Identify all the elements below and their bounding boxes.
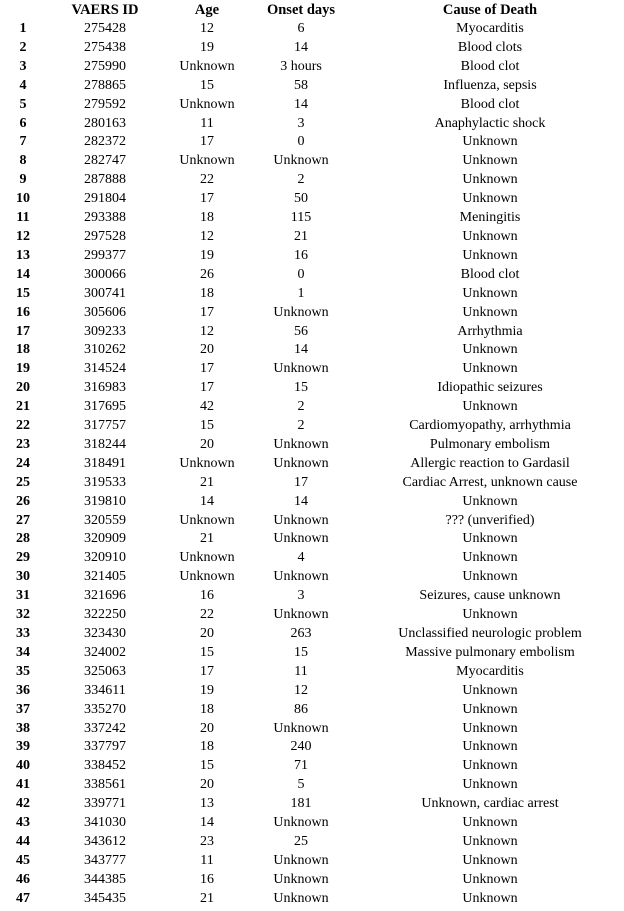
age-cell: 17	[200, 361, 214, 377]
age-cell: Unknown	[179, 512, 235, 528]
age-cell: 14	[200, 493, 214, 509]
vaers-id-cell: 275990	[84, 58, 126, 74]
onset-days-cell: Unknown	[273, 436, 329, 452]
vaers-id-cell: 338452	[84, 758, 126, 774]
cause-of-death-cell: Allergic reaction to Gardasil	[410, 455, 570, 471]
table-row	[4, 663, 624, 682]
row-number: 44	[16, 833, 30, 849]
row-number: 20	[16, 380, 30, 396]
cause-of-death-cell: Unknown	[462, 361, 518, 377]
row-number: 14	[16, 266, 30, 282]
cause-of-death-cell: Arrhythmia	[457, 323, 523, 339]
row-number: 4	[19, 77, 27, 93]
cause-of-death-cell: Unknown	[462, 871, 518, 887]
row-number: 17	[16, 323, 30, 339]
cause-of-death-cell: Idiopathic seizures	[437, 380, 543, 396]
onset-days-cell: 71	[294, 758, 308, 774]
table-row	[4, 152, 624, 171]
row-number: 15	[16, 285, 30, 301]
row-number: 18	[16, 342, 30, 358]
onset-days-cell: Unknown	[273, 304, 329, 320]
cause-of-death-cell: Massive pulmonary embolism	[405, 644, 575, 660]
cause-of-death-cell: Unknown	[462, 493, 518, 509]
cause-of-death-cell: Unknown	[462, 550, 518, 566]
row-number: 42	[16, 796, 30, 812]
header-age: Age	[194, 2, 220, 18]
table-row	[4, 266, 624, 285]
table-row	[4, 852, 624, 871]
age-cell: 42	[200, 399, 214, 415]
onset-days-cell: 14	[294, 96, 308, 112]
vaers-id-cell: 322250	[84, 607, 126, 623]
onset-days-cell: 6	[297, 21, 305, 36]
cause-of-death-cell: Unknown	[462, 701, 518, 717]
table-row	[4, 247, 624, 266]
table-row	[4, 341, 624, 360]
vaers-id-cell: 318491	[84, 455, 126, 471]
cause-of-death-cell: Unknown	[462, 890, 518, 906]
cause-of-death-cell: Unknown	[462, 304, 518, 320]
row-number: 40	[16, 758, 30, 774]
age-cell: 22	[200, 607, 214, 623]
row-number: 22	[16, 418, 30, 434]
age-cell: 15	[200, 644, 214, 660]
age-cell: Unknown	[179, 153, 235, 169]
row-number: 46	[16, 871, 30, 887]
vaers-id-cell: 321405	[84, 569, 126, 585]
cause-of-death-cell: Unknown	[462, 342, 518, 358]
row-number: 3	[19, 58, 27, 74]
age-cell: 20	[200, 720, 214, 736]
row-number: 28	[16, 531, 30, 547]
onset-days-cell: Unknown	[273, 815, 329, 831]
onset-days-cell: Unknown	[273, 852, 329, 868]
age-cell: 18	[200, 210, 214, 226]
header-row-number	[4, 0, 42, 20]
cause-of-death-cell: Unknown	[462, 777, 518, 793]
vaers-id-cell: 279592	[84, 96, 126, 112]
age-cell: 16	[200, 588, 214, 604]
vaers-id-cell: 339771	[84, 796, 126, 812]
onset-days-cell: 56	[294, 323, 308, 339]
onset-days-cell: 5	[297, 777, 305, 793]
age-cell: 20	[200, 436, 214, 452]
vaers-id-cell: 316983	[84, 380, 126, 396]
row-number: 26	[16, 493, 30, 509]
vaers-id-cell: 309233	[84, 323, 126, 339]
table-row	[4, 209, 624, 228]
table-row	[4, 20, 624, 39]
vaers-id-cell: 317695	[84, 399, 126, 415]
age-cell: 21	[200, 474, 214, 490]
header-onset-days: Onset days	[266, 2, 336, 18]
age-cell: 13	[200, 796, 214, 812]
age-cell: 19	[200, 682, 214, 698]
onset-days-cell: 15	[294, 644, 308, 660]
row-number: 12	[16, 228, 30, 244]
vaers-id-cell: 291804	[84, 191, 126, 207]
table-row	[4, 871, 624, 890]
table-row	[4, 757, 624, 776]
table-row	[4, 228, 624, 247]
age-cell: 15	[200, 418, 214, 434]
row-number: 32	[16, 607, 30, 623]
table-row	[4, 96, 624, 115]
row-number: 11	[16, 210, 30, 226]
age-cell: 20	[200, 626, 214, 641]
onset-days-cell: Unknown	[273, 871, 329, 887]
onset-days-cell: Unknown	[273, 531, 329, 547]
cause-of-death-cell: Unknown	[462, 739, 518, 755]
cause-of-death-cell: Unknown	[462, 399, 518, 415]
onset-days-cell: Unknown	[273, 512, 329, 528]
age-cell: 21	[200, 531, 214, 547]
table-row	[4, 436, 624, 455]
row-number: 24	[16, 455, 30, 471]
cause-of-death-cell: Unknown	[462, 833, 518, 849]
cause-of-death-cell: Anaphylactic shock	[434, 115, 546, 131]
cause-of-death-cell: Blood clots	[457, 39, 523, 55]
row-number: 10	[16, 191, 30, 207]
onset-days-cell: 16	[294, 247, 308, 263]
onset-days-cell: 15	[294, 380, 308, 396]
onset-days-cell: 12	[294, 682, 308, 698]
vaers-id-cell: 278865	[84, 77, 126, 93]
vaers-id-cell: 310262	[84, 342, 126, 358]
table-row	[4, 474, 624, 493]
vaers-id-cell: 293388	[84, 210, 126, 226]
cause-of-death-cell: Unclassified neurologic problem	[398, 626, 582, 641]
row-number: 5	[19, 96, 27, 112]
table-row	[4, 58, 624, 77]
vaers-id-cell: 297528	[84, 228, 126, 244]
row-number: 27	[16, 512, 30, 528]
row-number: 41	[16, 777, 30, 793]
age-cell: Unknown	[179, 96, 235, 112]
cause-of-death-cell: Unknown	[462, 191, 518, 207]
table-row	[4, 776, 624, 795]
row-number: 37	[16, 701, 30, 717]
row-number: 39	[16, 739, 30, 755]
table-row	[4, 587, 624, 606]
row-number: 21	[16, 399, 30, 415]
row-number: 45	[16, 852, 30, 868]
table-row	[4, 549, 624, 568]
table-row	[4, 512, 624, 531]
table-row	[4, 814, 624, 833]
age-cell: 17	[200, 380, 214, 396]
cause-of-death-cell: Unknown	[462, 247, 518, 263]
vaers-id-cell: 319533	[84, 474, 126, 490]
cause-of-death-cell: Meningitis	[459, 210, 521, 226]
header-vaers-id: VAERS ID	[71, 2, 139, 18]
table-row	[4, 133, 624, 152]
cause-of-death-cell: Unknown	[462, 682, 518, 698]
onset-days-cell: 3	[297, 588, 305, 604]
row-number: 1	[19, 21, 27, 36]
cause-of-death-cell: Seizures, cause unknown	[419, 588, 561, 604]
vaers-id-cell: 319810	[84, 493, 126, 509]
onset-days-cell: 263	[290, 626, 312, 641]
cause-of-death-cell: Unknown	[462, 607, 518, 623]
onset-days-cell: 4	[297, 550, 305, 566]
age-cell: 20	[200, 342, 214, 358]
row-number: 9	[19, 172, 27, 188]
table-row	[4, 493, 624, 512]
onset-days-cell: 86	[294, 701, 308, 717]
vaers-id-cell: 299377	[84, 247, 126, 263]
row-number: 43	[16, 815, 30, 831]
row-number: 38	[16, 720, 30, 736]
cause-of-death-cell: Unknown	[462, 134, 518, 150]
vaers-id-cell: 345435	[84, 890, 126, 906]
table-row	[4, 720, 624, 739]
vaers-id-cell: 324002	[84, 644, 126, 660]
vaers-id-cell: 334611	[84, 682, 126, 698]
age-cell: 26	[200, 266, 214, 282]
age-cell: 14	[200, 815, 214, 831]
onset-days-cell: Unknown	[273, 153, 329, 169]
age-cell: 21	[200, 890, 214, 906]
age-cell: 18	[200, 701, 214, 717]
vaers-id-cell: 320559	[84, 512, 126, 528]
row-number: 25	[16, 474, 30, 490]
vaers-id-cell: 343777	[84, 852, 126, 868]
vaers-id-cell: 337797	[84, 739, 126, 755]
table-row	[4, 738, 624, 757]
onset-days-cell: Unknown	[273, 890, 329, 906]
cause-of-death-cell: Unknown	[462, 285, 518, 301]
age-cell: 15	[200, 758, 214, 774]
cause-of-death-cell: Unknown	[462, 531, 518, 547]
vaers-id-cell: 287888	[84, 172, 126, 188]
vaers-deaths-table	[4, 0, 624, 909]
table-row	[4, 644, 624, 663]
onset-days-cell: 50	[294, 191, 308, 207]
age-cell: 17	[200, 134, 214, 150]
header-row	[4, 0, 624, 20]
table-row	[4, 323, 624, 342]
row-number: 31	[16, 588, 30, 604]
vaers-id-cell: 337242	[84, 720, 126, 736]
vaers-id-cell: 275438	[84, 39, 126, 55]
cause-of-death-cell: Blood clot	[460, 96, 520, 112]
table-row	[4, 625, 624, 644]
table-row	[4, 701, 624, 720]
age-cell: 15	[200, 77, 214, 93]
vaers-id-cell: 320910	[84, 550, 126, 566]
cause-of-death-cell: Unknown	[462, 172, 518, 188]
cause-of-death-cell: Unknown	[462, 720, 518, 736]
onset-days-cell: 0	[297, 134, 305, 150]
cause-of-death-cell: Unknown	[462, 228, 518, 244]
vaers-id-cell: 318244	[84, 436, 126, 452]
header-cause-of-death: Cause of Death	[442, 2, 538, 18]
age-cell: 19	[200, 247, 214, 263]
cause-of-death-cell: Unknown	[462, 569, 518, 585]
vaers-id-cell: 323430	[84, 626, 126, 641]
row-number: 29	[16, 550, 30, 566]
cause-of-death-cell: Myocarditis	[456, 663, 524, 679]
age-cell: 17	[200, 663, 214, 679]
row-number: 8	[19, 153, 27, 169]
onset-days-cell: 2	[297, 418, 305, 434]
vaers-id-cell: 321696	[84, 588, 126, 604]
cause-of-death-cell: Blood clot	[460, 266, 520, 282]
cause-of-death-cell: Unknown	[462, 758, 518, 774]
row-number: 33	[16, 626, 30, 641]
row-number: 34	[16, 644, 30, 660]
onset-days-cell: Unknown	[273, 455, 329, 471]
age-cell: 16	[200, 871, 214, 887]
onset-days-cell: 58	[294, 77, 308, 93]
cause-of-death-cell: Cardiomyopathy, arrhythmia	[409, 418, 571, 434]
age-cell: 20	[200, 777, 214, 793]
onset-days-cell: 14	[294, 39, 308, 55]
vaers-id-cell: 282372	[84, 134, 126, 150]
vaers-id-cell: 317757	[84, 418, 126, 434]
table-row	[4, 379, 624, 398]
onset-days-cell: 181	[290, 796, 312, 812]
row-number: 19	[16, 361, 30, 377]
onset-days-cell: 240	[290, 739, 312, 755]
row-number: 7	[19, 134, 27, 150]
row-number: 13	[16, 247, 30, 263]
onset-days-cell: 0	[297, 266, 305, 282]
cause-of-death-cell: Unknown	[462, 815, 518, 831]
vaers-id-cell: 344385	[84, 871, 126, 887]
vaers-id-cell: 300066	[84, 266, 126, 282]
table-row	[4, 606, 624, 625]
vaers-id-cell: 300741	[84, 285, 126, 301]
onset-days-cell: 1	[297, 285, 305, 301]
cause-of-death-cell: Myocarditis	[456, 21, 524, 36]
onset-days-cell: 2	[297, 172, 305, 188]
cause-of-death-cell: Influenza, sepsis	[443, 77, 537, 93]
onset-days-cell: Unknown	[273, 720, 329, 736]
age-cell: 11	[200, 115, 214, 131]
onset-days-cell: 115	[290, 210, 312, 226]
age-cell: 23	[200, 833, 214, 849]
age-cell: 12	[200, 323, 214, 339]
age-cell: 22	[200, 172, 214, 188]
age-cell: 12	[200, 228, 214, 244]
age-cell: Unknown	[179, 550, 235, 566]
age-cell: Unknown	[179, 569, 235, 585]
vaers-id-cell: 305606	[84, 304, 126, 320]
onset-days-cell: Unknown	[273, 607, 329, 623]
onset-days-cell: 25	[294, 833, 308, 849]
table-row	[4, 417, 624, 436]
onset-days-cell: 14	[294, 342, 308, 358]
age-cell: Unknown	[179, 455, 235, 471]
vaers-id-cell: 282747	[84, 153, 126, 169]
row-number: 2	[19, 39, 27, 55]
table-row	[4, 304, 624, 323]
cause-of-death-cell: Cardiac Arrest, unknown cause	[402, 474, 578, 490]
cause-of-death-cell: Pulmonary embolism	[429, 436, 551, 452]
table-header	[4, 0, 624, 20]
age-cell: 18	[200, 285, 214, 301]
table-row	[4, 890, 624, 909]
onset-days-cell: 14	[294, 493, 308, 509]
row-number: 35	[16, 663, 30, 679]
onset-days-cell: Unknown	[273, 361, 329, 377]
cause-of-death-cell: ??? (unverified)	[445, 512, 535, 528]
onset-days-cell: 11	[294, 663, 308, 679]
age-cell: 11	[200, 852, 214, 868]
cause-of-death-cell: Unknown	[462, 852, 518, 868]
age-cell: 18	[200, 739, 214, 755]
table-body	[4, 20, 624, 909]
onset-days-cell: Unknown	[273, 569, 329, 585]
onset-days-cell: 3	[297, 115, 305, 131]
table-row	[4, 455, 624, 474]
age-cell: 19	[200, 39, 214, 55]
row-number: 23	[16, 436, 30, 452]
table-row	[4, 171, 624, 190]
row-number: 16	[16, 304, 30, 320]
age-cell: 12	[200, 21, 214, 36]
vaers-id-cell: 343612	[84, 833, 126, 849]
row-number: 6	[19, 115, 27, 131]
row-number: 47	[16, 890, 30, 906]
vaers-id-cell: 338561	[84, 777, 126, 793]
table-row	[4, 833, 624, 852]
onset-days-cell: 2	[297, 399, 305, 415]
table-row	[4, 115, 624, 134]
age-cell: 17	[200, 304, 214, 320]
onset-days-cell: 17	[294, 474, 308, 490]
row-number: 36	[16, 682, 30, 698]
cause-of-death-cell: Unknown	[462, 153, 518, 169]
vaers-id-cell: 314524	[84, 361, 126, 377]
vaers-id-cell: 341030	[84, 815, 126, 831]
table-row	[4, 568, 624, 587]
table-row	[4, 285, 624, 304]
cause-of-death-cell: Unknown, cardiac arrest	[421, 796, 559, 812]
vaers-id-cell: 275428	[84, 21, 126, 36]
table-row	[4, 360, 624, 379]
table-row	[4, 530, 624, 549]
table-row	[4, 398, 624, 417]
vaers-id-cell: 320909	[84, 531, 126, 547]
table-row	[4, 795, 624, 814]
age-cell: 17	[200, 191, 214, 207]
table-row	[4, 77, 624, 96]
cause-of-death-cell: Blood clot	[460, 58, 520, 74]
vaers-id-cell: 280163	[84, 115, 126, 131]
table-row	[4, 682, 624, 701]
age-cell: Unknown	[179, 58, 235, 74]
table-row	[4, 39, 624, 58]
vaers-id-cell: 325063	[84, 663, 126, 679]
table-row	[4, 190, 624, 209]
row-number: 30	[16, 569, 30, 585]
onset-days-cell: 21	[294, 228, 308, 244]
vaers-id-cell: 335270	[84, 701, 126, 717]
onset-days-cell: 3 hours	[280, 58, 322, 74]
